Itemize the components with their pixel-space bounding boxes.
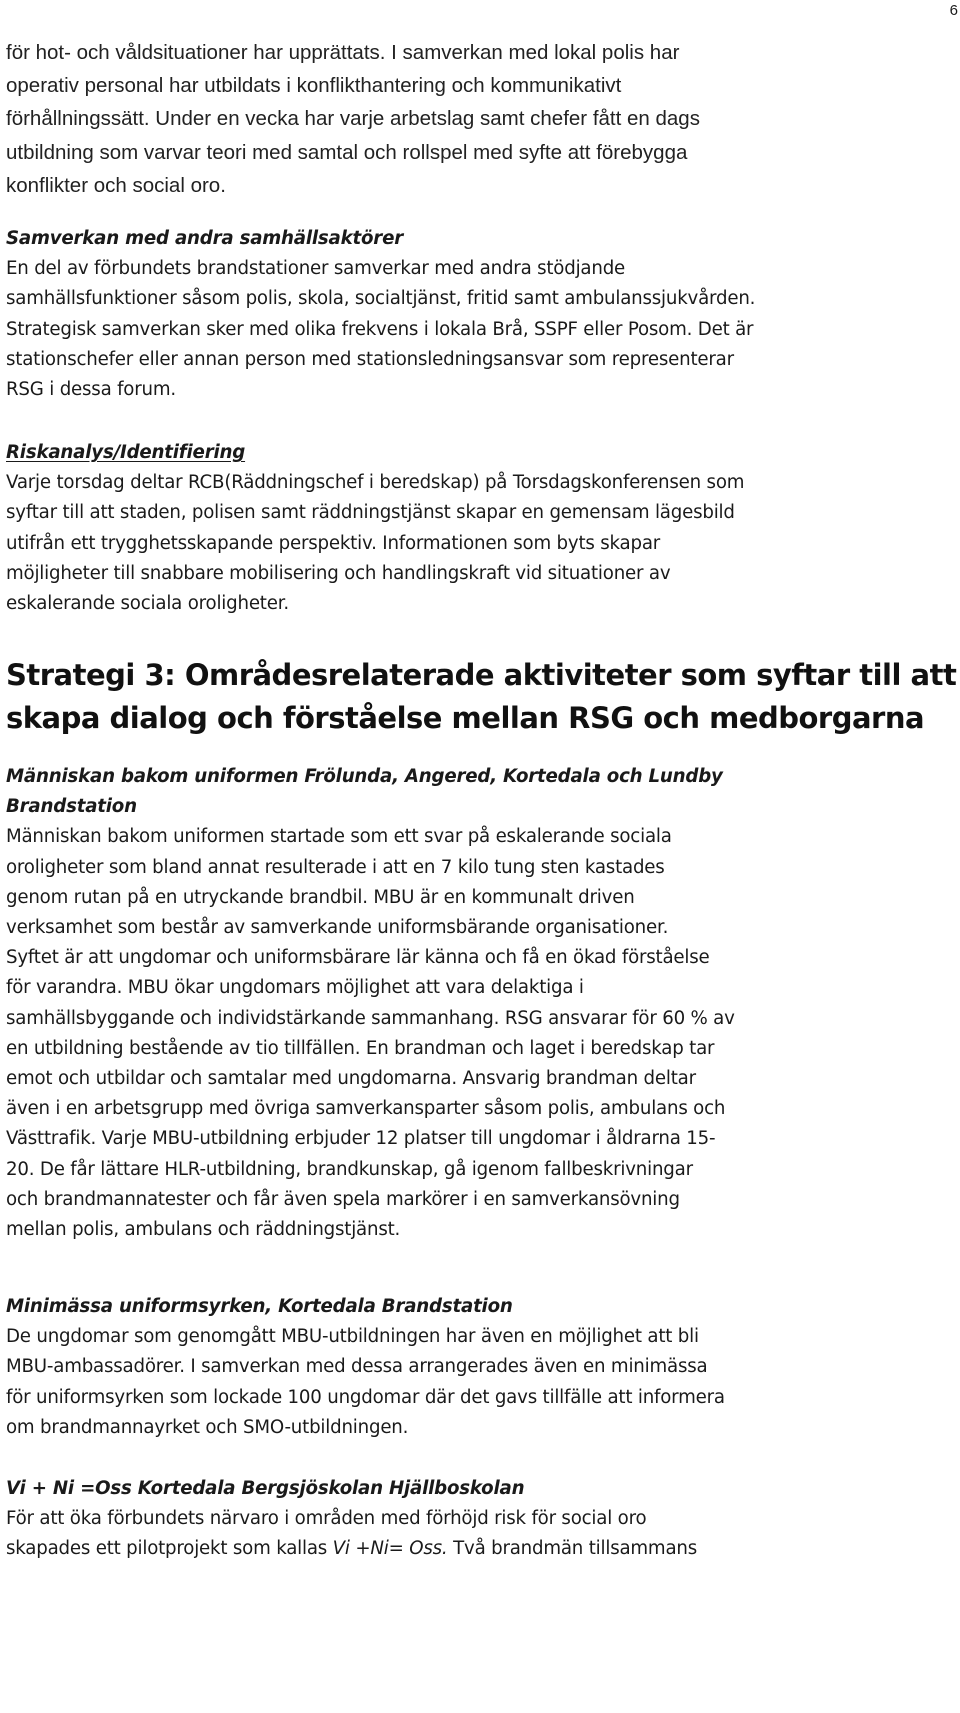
intro-line: operativ personal har utbildats i konflikthantering och kommunikativt: [6, 74, 622, 98]
riskanalys-line: möjligheter till snabbare mobilisering och handlingskraft vid situationer av: [6, 562, 671, 584]
manniskan-line: Människan bakom uniformen startade som ett svar på eskalerande sociala: [6, 826, 672, 848]
riskanalys-section: [6, 438, 956, 619]
manniskan-heading: Människan bakom uniformen Frölunda, Angered, Kortedala och Lundby: [6, 766, 723, 787]
samverkan-line: En del av förbundets brandstationer samverkar med andra stödjande: [6, 258, 626, 280]
riskanalys-heading-text: Riskanalys/Identifiering: [6, 442, 246, 463]
manniskan-line: en utbildning bestående av tio tillfällen. En brandman och laget i beredskap tar: [6, 1037, 715, 1059]
manniskan-line: Västtrafik. Varje MBU-utbildning erbjuder 12 platser till ungdomar i åldrarna 15-: [6, 1128, 716, 1150]
samverkan-line: stationschefer eller annan person med stationsledningsansvar som representerar: [6, 348, 734, 370]
manniskan-line: för varandra. MBU ökar ungdomars möjlighet att vara delaktiga i: [6, 977, 584, 999]
vini-line: [6, 1534, 956, 1564]
intro-line: förhållningssätt. Under en vecka har varje arbetslag samt chefer fått en dags: [6, 107, 700, 131]
vini-line2-text: skapades ett pilotprojekt som kallas: [6, 1538, 333, 1560]
intro-line: utbildning som varvar teori med samtal och rollspel med syfte att förebygga: [6, 140, 688, 164]
minimassa-line: MBU-ambassadörer. I samverkan med dessa arrangerades även en minimässa: [6, 1356, 708, 1378]
manniskan-line: Syftet är att ungdomar och uniformsbärare lär känna och få en ökad förståelse: [6, 947, 710, 969]
manniskan-line: även i en arbetsgrupp med övriga samverkansparter såsom polis, ambulans och: [6, 1098, 726, 1120]
minimassa-line: om brandmannayrket och SMO-utbildningen.: [6, 1416, 409, 1438]
samverkan-line: samhällsfunktioner såsom polis, skola, socialtjänst, fritid samt ambulanssjukvården.: [6, 288, 756, 310]
samverkan-section: [6, 224, 956, 405]
riskanalys-line: Varje torsdag deltar RCB(Räddningschef i beredskap) på Torsdagskonferensen som: [6, 472, 745, 494]
manniskan-line: och brandmannatester och får även spela markörer i en samverkansövning: [6, 1188, 680, 1210]
samverkan-heading: Samverkan med andra samhällsaktörer: [6, 228, 403, 249]
vini-line2-text-end: Två brandmän tillsammans: [447, 1538, 697, 1560]
samverkan-line: RSG i dessa forum.: [6, 379, 176, 401]
minimassa-section: [6, 1292, 956, 1443]
manniskan-line: samhällsbyggande och individstärkande sammanhang. RSG ansvarar för 60 % av: [6, 1007, 735, 1029]
strategi-heading-line: Strategi 3: Områdesrelaterade aktiviteter som syftar till att: [6, 658, 957, 692]
strategi-heading-line: skapa dialog och förståelse mellan RSG och medborgarna: [6, 701, 925, 735]
intro-line: konflikter och social oro.: [6, 173, 226, 197]
riskanalys-heading: [6, 438, 956, 468]
vini-section: [6, 1474, 956, 1565]
intro-line: för hot- och våldsituationer har upprättats. I samverkan med lokal polis har: [6, 41, 680, 64]
minimassa-line: för uniformsyrken som lockade 100 ungdomar där det gavs tillfälle att informera: [6, 1386, 725, 1408]
manniskan-line: 20. De får lättare HLR-utbildning, brandkunskap, gå igenom fallbeskrivningar: [6, 1158, 693, 1180]
riskanalys-line: eskalerande sociala oroligheter.: [6, 593, 289, 615]
intro-paragraph: [6, 36, 956, 202]
riskanalys-line: utifrån ett trygghetsskapande perspektiv. Informationen som byts skapar: [6, 532, 661, 554]
manniskan-line: verksamhet som består av samverkande uniformsbärande organisationer.: [6, 917, 669, 939]
vini-project-name: Vi +Ni= Oss.: [332, 1538, 448, 1560]
manniskan-heading: Brandstation: [6, 796, 137, 818]
vini-line: För att öka förbundets närvaro i områden med förhöjd risk för social oro: [6, 1508, 647, 1530]
manniskan-line: genom rutan på en utryckande brandbil. MBU är en kommunalt driven: [6, 886, 635, 908]
minimassa-heading: Minimässa uniformsyrken, Kortedala Brandstation: [6, 1296, 513, 1317]
strategi-heading: [6, 654, 956, 740]
page-number: 6: [949, 2, 958, 19]
samverkan-line: Strategisk samverkan sker med olika frekvens i lokala Brå, SSPF eller Posom. Det är: [6, 318, 754, 340]
minimassa-line: De ungdomar som genomgått MBU-utbildningen har även en möjlighet att bli: [6, 1326, 699, 1348]
manniskan-line: mellan polis, ambulans och räddningstjänst.: [6, 1219, 401, 1241]
manniskan-line: oroligheter som bland annat resulterade i att en 7 kilo tung sten kastades: [6, 856, 665, 878]
manniskan-section: [6, 762, 956, 1245]
vini-heading: Vi + Ni =Oss Kortedala Bergsjöskolan Hjällboskolan: [6, 1478, 525, 1499]
riskanalys-line: syftar till att staden, polisen samt räddningstjänst skapar en gemensam lägesbild: [6, 502, 735, 524]
manniskan-line: emot och utbildar och samtalar med ungdomarna. Ansvarig brandman deltar: [6, 1068, 696, 1090]
